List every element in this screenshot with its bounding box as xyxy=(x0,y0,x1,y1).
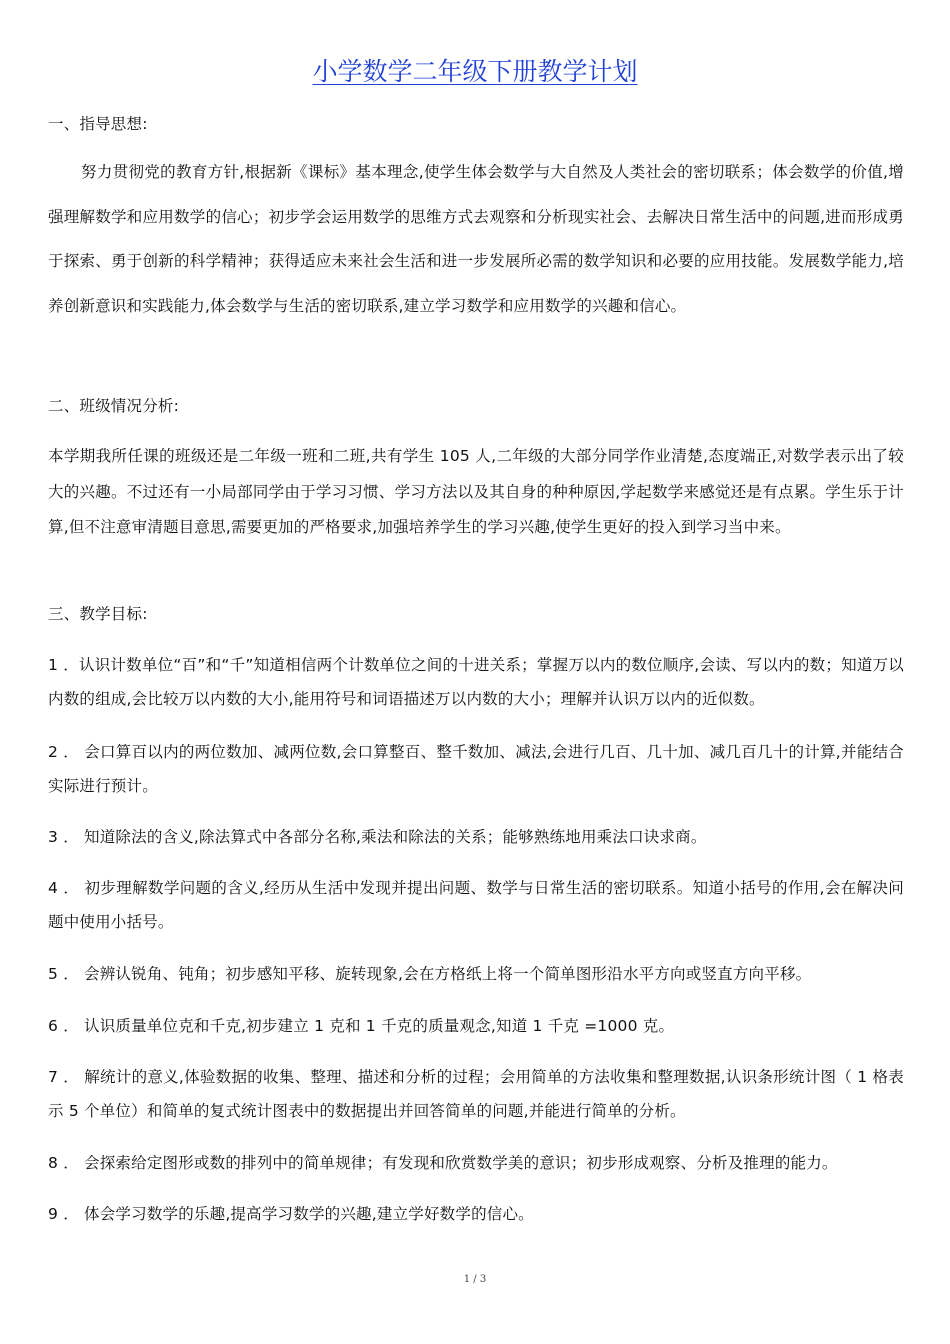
goal-item-2: 2 ． 会口算百以内的两位数加、减两位数,会口算整百、整千数加、减法,会进行几百、几十加、减几百几十的计算,并能结合实际进行预计。 xyxy=(48,743,904,795)
goal-item-8: 8 ． 会探索给定图形或数的排列中的简单规律；有发现和欣赏数学美的意识；初步形成观察、分析及推理的能力。 xyxy=(48,1154,838,1172)
goal-item-6: 6 ． 认识质量单位克和千克,初步建立 1 克和 1 千克的质量观念,知道 1 千克 =1000 克。 xyxy=(48,1017,675,1035)
document-title-text: 小学数学二年级下册教学计划 xyxy=(312,57,638,86)
goal-item-1: 1 ．认识计数单位“百”和“千”知道相信两个计数单位之间的十进关系；掌握万以内的数位顺序,会读、写以内的数；知道万以内数的组成,会比较万以内数的大小,能用符号和词语描述万以内数的大小；理解并认识万以内的近似数。 xyxy=(48,656,904,708)
section-heading-goals: 三、教学目标: xyxy=(48,605,148,623)
goal-item-3: 3 ． 知道除法的含义,除法算式中各部分名称,乘法和除法的关系；能够熟练地用乘法口诀求商。 xyxy=(48,828,707,846)
goal-item-5: 5 ． 会辨认锐角、钝角；初步感知平移、旋转现象,会在方格纸上将一个简单图形沿水平方向或竖直方向平移。 xyxy=(48,965,812,983)
section-heading-guiding: 一、指导思想: xyxy=(48,115,148,133)
class-analysis-paragraph: 本学期我所任课的班级还是二年级一班和二班,共有学生 105 人,二年级的大部分同学作业清楚,态度端正,对数学表示出了较大的兴趣。不过还有一小局部同学由于学习习惯、学习方法以及其自身的种种原因,学起数学来感觉还是有点累。学生乐于计算,但不注意审清题目意思,需要更加的严格要求,加强培养学生的学习兴趣,使学生更好的投入到学习当中来。 xyxy=(48,447,904,536)
document-title xyxy=(0,55,950,89)
goal-item-9: 9 ． 体会学习数学的乐趣,提高学习数学的兴趣,建立学好数学的信心。 xyxy=(48,1205,534,1223)
goal-item-7: 7 ． 解统计的意义,体验数据的收集、整理、描述和分析的过程；会用简单的方法收集和整理数据,认识条形统计图（ 1 格表示 5 个单位）和简单的复式统计图表中的数据提出并回答简单的问题,并能进行简单的分析。 xyxy=(48,1068,904,1120)
guiding-paragraph: 努力贯彻党的教育方针,根据新《课标》基本理念,使学生体会数学与大自然及人类社会的密切联系；体会数学的价值,增强理解数学和应用数学的信心；初步学会运用数学的思维方式去观察和分析现实社会、去解决日常生活中的问题,进而形成勇于探索、勇于创新的科学精神；获得适应未来社会生活和进一步发展所必需的数学知识和必要的应用技能。发展数学能力,培养创新意识和实践能力,体会数学与生活的密切联系,建立学习数学和应用数学的兴趣和信心。 xyxy=(48,163,904,315)
section-heading-class-analysis: 二、班级情况分析: xyxy=(48,397,180,415)
page-indicator: 1 / 3 xyxy=(463,1274,487,1285)
goal-item-4: 4 ． 初步理解数学问题的含义,经历从生活中发现并提出问题、数学与日常生活的密切联系。知道小括号的作用,会在解决问题中使用小括号。 xyxy=(48,879,904,931)
